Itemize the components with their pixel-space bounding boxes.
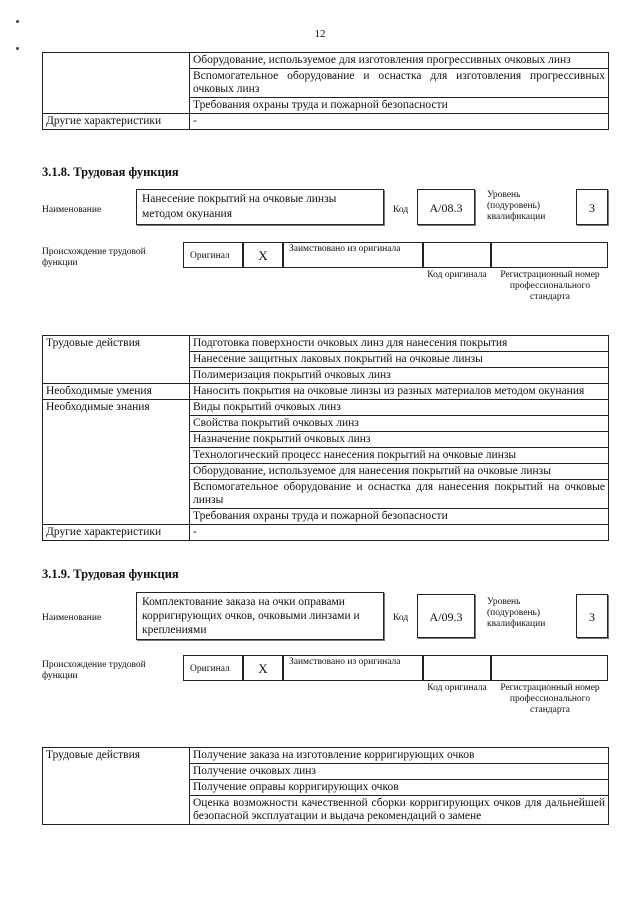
code-original-label: Код оригинала — [427, 683, 487, 693]
code-box: A/09.3 — [417, 594, 475, 638]
table-row: Наносить покрытия на очковые линзы из разных материалов методом окунания — [190, 384, 609, 400]
borrowed-label: Заимствовано из оригинала — [283, 242, 423, 268]
section1-table — [42, 335, 609, 541]
origin-label: Происхождение трудовой функции — [42, 247, 146, 268]
section2-table — [42, 747, 609, 825]
other-characteristics-label: Другие характеристики — [43, 525, 190, 541]
other-characteristics-value: - — [190, 525, 609, 541]
original-label: Оригинал — [183, 242, 243, 268]
top-table-empty-label — [43, 53, 190, 114]
other-characteristics-label: Другие характеристики — [43, 114, 190, 130]
level-label: Уровень (подуровень) квалификации — [487, 190, 546, 222]
original-label: Оригинал — [183, 655, 243, 681]
table-row: Оборудование, используемое для изготовления прогрессивных очковых линз — [190, 53, 609, 69]
original-mark: X — [243, 655, 283, 681]
name-label: Наименование — [42, 613, 102, 623]
table-row: Требования охраны труда и пожарной безопасности — [190, 98, 609, 114]
table-row: Оборудование, используемое для нанесения покрытий на очковые линзы — [190, 464, 609, 480]
code-box: A/08.3 — [417, 189, 475, 225]
level-box: 3 — [576, 594, 608, 638]
top-table — [42, 52, 609, 130]
code-label: Код — [393, 613, 409, 623]
code-original-cell — [423, 655, 491, 681]
function-name-box: Нанесение покрытий на очковые линзы методом окунания — [136, 189, 384, 225]
original-mark: X — [243, 242, 283, 268]
table-row: Получение очковых линз — [190, 764, 609, 780]
reg-number-cell — [491, 242, 608, 268]
table-row: Назначение покрытий очковых линз — [190, 432, 609, 448]
table-row: Оценка возможности качественной сборки корригирующих очков для дальнейшей безопасной эксплуатации и выдача рекомендаций о замене — [190, 796, 609, 825]
table-row: Виды покрытий очковых линз — [190, 400, 609, 416]
code-original-cell — [423, 242, 491, 268]
other-characteristics-value: - — [190, 114, 609, 130]
knowledge-label: Необходимые знания — [43, 400, 190, 525]
actions-label: Трудовые действия — [43, 336, 190, 384]
table-row: Технологический процесс нанесения покрытий на очковые линзы — [190, 448, 609, 464]
name-label: Наименование — [42, 205, 102, 215]
skills-label: Необходимые умения — [43, 384, 190, 400]
level-label: Уровень (подуровень) квалификации — [487, 597, 546, 629]
table-row: Подготовка поверхности очковых линз для нанесения покрытия — [190, 336, 609, 352]
actions-label: Трудовые действия — [43, 748, 190, 825]
table-row: Вспомогательное оборудование и оснастка для нанесения покрытий на очковые линзы — [190, 480, 609, 509]
scan-dot — [16, 47, 19, 50]
scan-dot — [16, 20, 19, 23]
origin-label: Происхождение трудовой функции — [42, 660, 146, 681]
table-row: Требования охраны труда и пожарной безопасности — [190, 509, 609, 525]
table-row: Полимеризация покрытий очковых линз — [190, 368, 609, 384]
level-box: 3 — [576, 189, 608, 225]
table-row: Получение оправы корригирующих очков — [190, 780, 609, 796]
section-heading: 3.1.8. Трудовая функция — [42, 165, 179, 179]
function-name-box: Комплектование заказа на очки оправами корригирующих очков, очковыми линзами и креплениями — [136, 592, 384, 640]
borrowed-label: Заимствовано из оригинала — [283, 655, 423, 681]
reg-number-label: Регистрационный номер профессионального стандарта — [500, 683, 600, 715]
table-row: Свойства покрытий очковых линз — [190, 416, 609, 432]
reg-number-label: Регистрационный номер профессионального стандарта — [500, 270, 600, 302]
code-label: Код — [393, 205, 409, 215]
table-row: Нанесение защитных лаковых покрытий на очковые линзы — [190, 352, 609, 368]
table-row: Вспомогательное оборудование и оснастка для изготовления прогрессивных очковых линз — [190, 69, 609, 98]
page-number: 12 — [314, 28, 326, 40]
code-original-label: Код оригинала — [427, 270, 487, 280]
table-row: Получение заказа на изготовление корригирующих очков — [190, 748, 609, 764]
reg-number-cell — [491, 655, 608, 681]
section-heading: 3.1.9. Трудовая функция — [42, 567, 179, 581]
